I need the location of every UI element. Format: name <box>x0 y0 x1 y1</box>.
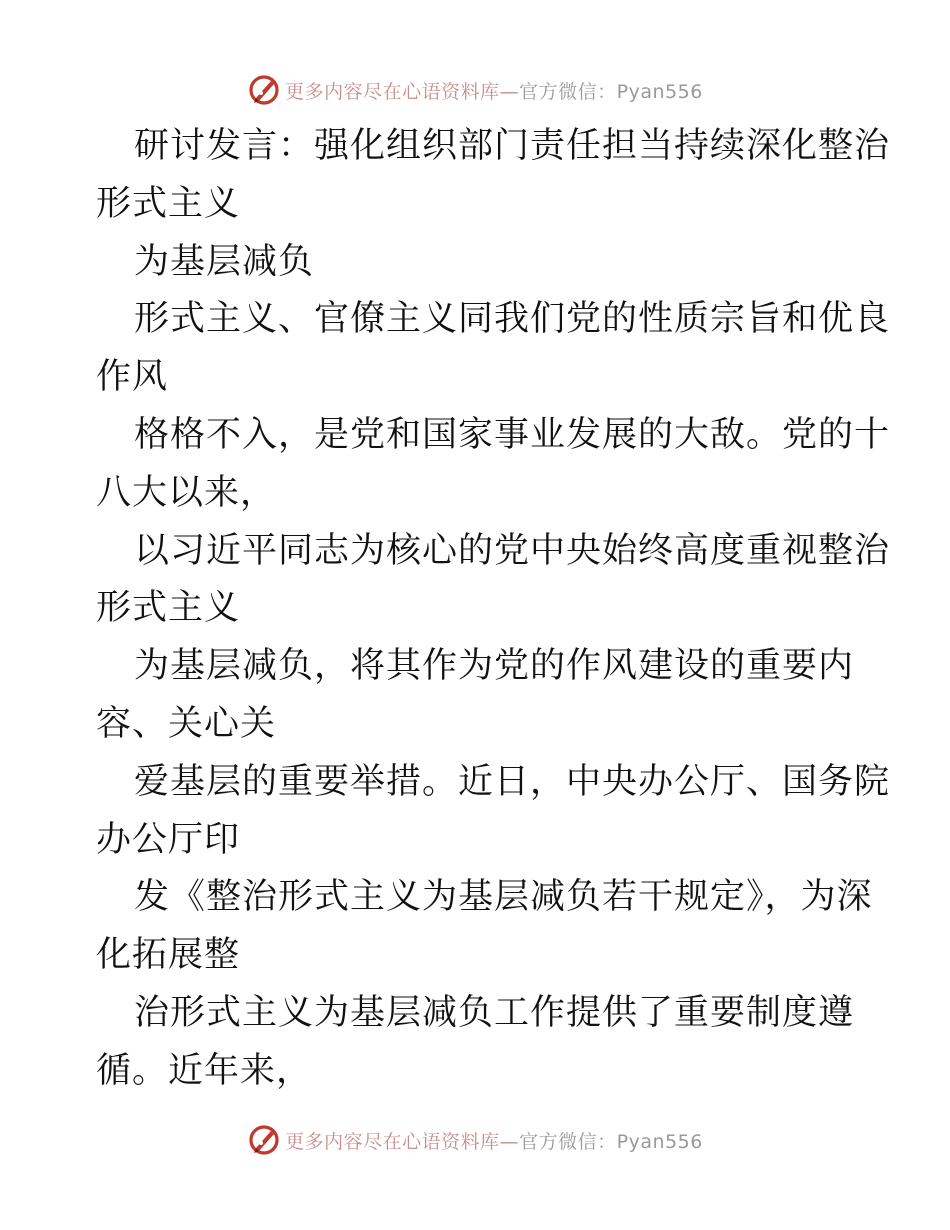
document-line: 爱基层的重要举措。近日，中央办公厅、国务院 <box>134 761 891 802</box>
document-line: 容、关心关 <box>96 703 277 744</box>
pen-logo-icon <box>247 73 281 107</box>
banner-main-text: 更多内容尽在心语资料库— <box>285 1130 520 1153</box>
banner-text <box>285 1127 703 1154</box>
document-title-line: 形式主义 <box>96 183 241 224</box>
document-line: 以习近平同志为核心的党中央始终高度重视整治 <box>134 530 891 571</box>
pen-logo-icon <box>247 1123 281 1157</box>
banner-wechat-text: 官方微信：Pyan556 <box>519 1130 703 1153</box>
document-line: 形式主义、官僚主义同我们党的性质宗旨和优良 <box>134 299 891 340</box>
footer-banner <box>0 1120 950 1160</box>
banner-main-text: 更多内容尽在心语资料库— <box>285 80 520 103</box>
document-line: 为基层减负，将其作为党的作风建设的重要内 <box>134 646 855 687</box>
banner-wechat-text: 官方微信：Pyan556 <box>519 80 703 103</box>
document-line: 作风 <box>96 357 169 398</box>
document-line: 治形式主义为基层减负工作提供了重要制度遵 <box>134 992 855 1033</box>
banner-text <box>285 77 703 104</box>
document-line: 发《整治形式主义为基层减负若干规定》，为深 <box>134 877 873 918</box>
document-line: 办公厅印 <box>96 819 241 860</box>
document-line: 形式主义 <box>96 588 241 629</box>
document-line: 格格不入，是党和国家事业发展的大敌。党的十 <box>134 414 891 455</box>
document-line: 循。近年来， <box>96 1050 313 1091</box>
document-line: 化拓展整 <box>96 935 241 976</box>
header-banner <box>0 70 950 110</box>
document-line: 为基层减负 <box>134 241 315 282</box>
document-line: 八大以来， <box>96 472 277 513</box>
document-body <box>96 118 891 1101</box>
document-title-line: 研讨发言：强化组织部门责任担当持续深化整治 <box>134 126 891 166</box>
